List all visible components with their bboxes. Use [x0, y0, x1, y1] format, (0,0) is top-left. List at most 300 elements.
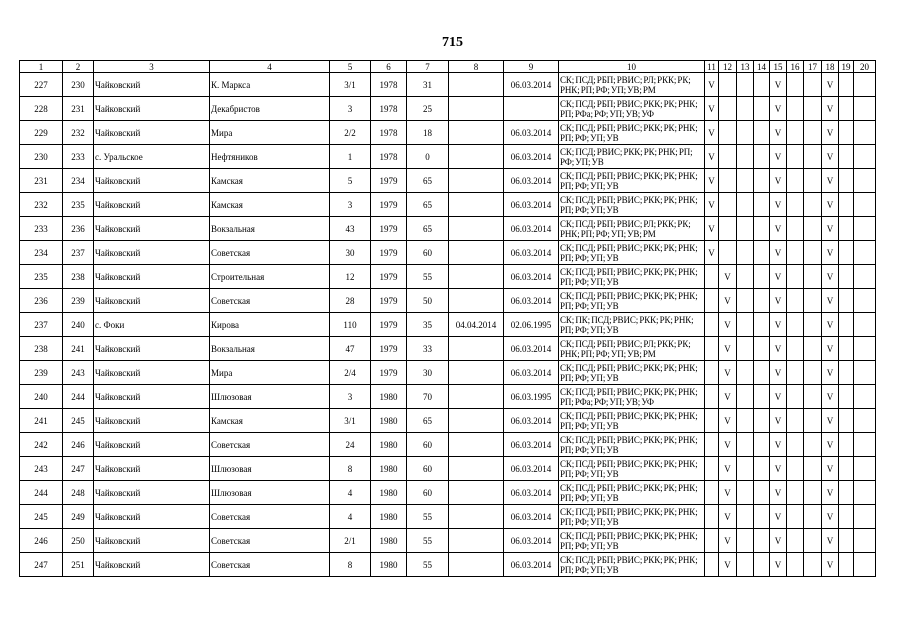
table-row	[20, 337, 876, 361]
year-cell: 1979	[371, 361, 407, 385]
mark-col12-cell	[719, 217, 737, 241]
row-index-cell: 239	[20, 361, 63, 385]
street-cell: Шлюзовая	[210, 457, 330, 481]
object-number-cell: 233	[63, 145, 94, 169]
empty-col16-cell	[787, 193, 804, 217]
date-col9-cell	[504, 97, 559, 121]
empty-col14-cell	[754, 385, 770, 409]
empty-col20-cell	[854, 433, 876, 457]
date-col9-cell: 06.03.2014	[504, 457, 559, 481]
year-cell: 1979	[371, 337, 407, 361]
column-header: 16	[787, 61, 804, 73]
mark-col18-cell: V	[822, 241, 839, 265]
object-number-cell: 247	[63, 457, 94, 481]
column-header: 2	[63, 61, 94, 73]
year-cell: 1980	[371, 553, 407, 577]
mark-col12-cell: V	[719, 361, 737, 385]
column-header: 13	[737, 61, 754, 73]
empty-col16-cell	[787, 313, 804, 337]
table-row	[20, 553, 876, 577]
work-types-cell: СК; ПСД; РБП; РВИС; РКК; РК; РНК; РП; РФ; УП; УВ	[559, 265, 705, 289]
settlement-cell: Чайковский	[94, 97, 210, 121]
date-col8-cell	[449, 409, 504, 433]
empty-col14-cell	[754, 193, 770, 217]
row-index-cell: 232	[20, 193, 63, 217]
mark-col15-cell: V	[770, 73, 787, 97]
column-header: 9	[504, 61, 559, 73]
mark-col11-cell	[705, 433, 719, 457]
date-col9-cell: 06.03.2014	[504, 553, 559, 577]
year-cell: 1979	[371, 289, 407, 313]
empty-col19-cell	[839, 337, 854, 361]
empty-col17-cell	[804, 97, 822, 121]
empty-col13-cell	[737, 73, 754, 97]
mark-col15-cell: V	[770, 505, 787, 529]
mark-col12-cell: V	[719, 409, 737, 433]
settlement-cell: с. Фоки	[94, 313, 210, 337]
mark-col15-cell: V	[770, 241, 787, 265]
empty-col17-cell	[804, 313, 822, 337]
mark-col12-cell	[719, 73, 737, 97]
table-row	[20, 193, 876, 217]
empty-col13-cell	[737, 385, 754, 409]
mark-col18-cell: V	[822, 505, 839, 529]
empty-col13-cell	[737, 97, 754, 121]
settlement-cell: Чайковский	[94, 193, 210, 217]
empty-col13-cell	[737, 433, 754, 457]
row-index-cell: 229	[20, 121, 63, 145]
empty-col16-cell	[787, 433, 804, 457]
empty-col19-cell	[839, 169, 854, 193]
empty-col17-cell	[804, 265, 822, 289]
empty-col13-cell	[737, 193, 754, 217]
row-index-cell: 246	[20, 529, 63, 553]
house-number-cell: 3	[330, 193, 371, 217]
empty-col19-cell	[839, 361, 854, 385]
empty-col14-cell	[754, 313, 770, 337]
empty-col17-cell	[804, 73, 822, 97]
mark-col18-cell: V	[822, 97, 839, 121]
year-cell: 1979	[371, 313, 407, 337]
mark-col11-cell	[705, 481, 719, 505]
empty-col17-cell	[804, 145, 822, 169]
wear-percent-cell: 35	[407, 313, 449, 337]
mark-col12-cell: V	[719, 457, 737, 481]
empty-col13-cell	[737, 241, 754, 265]
street-cell: Советская	[210, 553, 330, 577]
date-col8-cell	[449, 145, 504, 169]
work-types-cell: СК; ПСД; РБП; РВИС; РКК; РК; РНК; РП; РФа; РФ; УП; УВ; УФ	[559, 385, 705, 409]
empty-col19-cell	[839, 553, 854, 577]
mark-col11-cell	[705, 361, 719, 385]
mark-col11-cell: V	[705, 97, 719, 121]
empty-col14-cell	[754, 553, 770, 577]
mark-col12-cell: V	[719, 337, 737, 361]
settlement-cell: Чайковский	[94, 241, 210, 265]
work-types-cell: СК; ПСД; РБП; РВИС; РКК; РК; РНК; РП; РФ; УП; УВ	[559, 433, 705, 457]
empty-col17-cell	[804, 409, 822, 433]
year-cell: 1980	[371, 409, 407, 433]
settlement-cell: Чайковский	[94, 265, 210, 289]
date-col9-cell: 06.03.2014	[504, 529, 559, 553]
empty-col19-cell	[839, 433, 854, 457]
empty-col20-cell	[854, 505, 876, 529]
empty-col19-cell	[839, 481, 854, 505]
mark-col12-cell	[719, 169, 737, 193]
empty-col19-cell	[839, 121, 854, 145]
settlement-cell: Чайковский	[94, 361, 210, 385]
column-header: 8	[449, 61, 504, 73]
object-number-cell: 236	[63, 217, 94, 241]
empty-col14-cell	[754, 73, 770, 97]
row-index-cell: 241	[20, 409, 63, 433]
settlement-cell: Чайковский	[94, 289, 210, 313]
mark-col18-cell: V	[822, 361, 839, 385]
object-number-cell: 251	[63, 553, 94, 577]
mark-col18-cell: V	[822, 193, 839, 217]
year-cell: 1979	[371, 265, 407, 289]
column-number-row	[20, 61, 876, 73]
row-index-cell: 231	[20, 169, 63, 193]
mark-col18-cell: V	[822, 481, 839, 505]
work-types-cell: СК; ПСД; РБП; РВИС; РКК; РК; РНК; РП; РФ; УП; УВ	[559, 457, 705, 481]
house-number-cell: 110	[330, 313, 371, 337]
mark-col18-cell: V	[822, 313, 839, 337]
object-number-cell: 237	[63, 241, 94, 265]
empty-col20-cell	[854, 193, 876, 217]
table-row	[20, 385, 876, 409]
wear-percent-cell: 65	[407, 409, 449, 433]
empty-col17-cell	[804, 241, 822, 265]
date-col9-cell: 06.03.2014	[504, 169, 559, 193]
column-header: 17	[804, 61, 822, 73]
mark-col18-cell: V	[822, 337, 839, 361]
house-number-cell: 47	[330, 337, 371, 361]
empty-col17-cell	[804, 169, 822, 193]
mark-col11-cell: V	[705, 241, 719, 265]
year-cell: 1978	[371, 145, 407, 169]
settlement-cell: Чайковский	[94, 337, 210, 361]
table-row	[20, 169, 876, 193]
mark-col12-cell	[719, 193, 737, 217]
date-col8-cell	[449, 385, 504, 409]
empty-col16-cell	[787, 361, 804, 385]
empty-col14-cell	[754, 337, 770, 361]
empty-col20-cell	[854, 361, 876, 385]
date-col8-cell	[449, 265, 504, 289]
empty-col20-cell	[854, 337, 876, 361]
column-header: 14	[754, 61, 770, 73]
table-row	[20, 409, 876, 433]
mark-col15-cell: V	[770, 145, 787, 169]
house-number-cell: 2/2	[330, 121, 371, 145]
work-types-cell: СК; ПСД; РБП; РВИС; РКК; РК; РНК; РП; РФ; УП; УВ	[559, 553, 705, 577]
street-cell: Советская	[210, 289, 330, 313]
work-types-cell: СК; ПСД; РБП; РВИС; РКК; РК; РНК; РП; РФ; УП; УВ	[559, 529, 705, 553]
object-number-cell: 244	[63, 385, 94, 409]
house-number-cell: 8	[330, 553, 371, 577]
date-col8-cell	[449, 241, 504, 265]
empty-col19-cell	[839, 265, 854, 289]
empty-col16-cell	[787, 481, 804, 505]
empty-col20-cell	[854, 313, 876, 337]
mark-col15-cell: V	[770, 481, 787, 505]
object-number-cell: 234	[63, 169, 94, 193]
empty-col19-cell	[839, 145, 854, 169]
table-row	[20, 433, 876, 457]
table-row	[20, 145, 876, 169]
table-row	[20, 265, 876, 289]
year-cell: 1980	[371, 529, 407, 553]
wear-percent-cell: 0	[407, 145, 449, 169]
mark-col15-cell: V	[770, 385, 787, 409]
mark-col18-cell: V	[822, 169, 839, 193]
date-col8-cell	[449, 481, 504, 505]
house-number-cell: 8	[330, 457, 371, 481]
wear-percent-cell: 70	[407, 385, 449, 409]
wear-percent-cell: 31	[407, 73, 449, 97]
settlement-cell: Чайковский	[94, 169, 210, 193]
row-index-cell: 245	[20, 505, 63, 529]
mark-col15-cell: V	[770, 193, 787, 217]
year-cell: 1978	[371, 97, 407, 121]
table-row	[20, 505, 876, 529]
house-number-cell: 28	[330, 289, 371, 313]
empty-col19-cell	[839, 289, 854, 313]
row-index-cell: 247	[20, 553, 63, 577]
object-number-cell: 249	[63, 505, 94, 529]
wear-percent-cell: 55	[407, 529, 449, 553]
empty-col13-cell	[737, 409, 754, 433]
empty-col13-cell	[737, 289, 754, 313]
empty-col17-cell	[804, 121, 822, 145]
empty-col17-cell	[804, 217, 822, 241]
mark-col18-cell: V	[822, 553, 839, 577]
empty-col16-cell	[787, 97, 804, 121]
empty-col16-cell	[787, 265, 804, 289]
date-col8-cell	[449, 169, 504, 193]
settlement-cell: Чайковский	[94, 433, 210, 457]
house-number-cell: 2/4	[330, 361, 371, 385]
settlement-cell: Чайковский	[94, 385, 210, 409]
empty-col20-cell	[854, 289, 876, 313]
column-header: 11	[705, 61, 719, 73]
mark-col15-cell: V	[770, 217, 787, 241]
house-number-cell: 2/1	[330, 529, 371, 553]
mark-col12-cell	[719, 97, 737, 121]
work-types-cell: СК; ПСД; РБП; РВИС; РЛ; РКК; РК; РНК; РП; РФ; УП; УВ; РМ	[559, 73, 705, 97]
empty-col14-cell	[754, 409, 770, 433]
row-index-cell: 234	[20, 241, 63, 265]
mark-col18-cell: V	[822, 409, 839, 433]
wear-percent-cell: 60	[407, 241, 449, 265]
empty-col14-cell	[754, 289, 770, 313]
empty-col16-cell	[787, 73, 804, 97]
row-index-cell: 242	[20, 433, 63, 457]
wear-percent-cell: 25	[407, 97, 449, 121]
mark-col15-cell: V	[770, 529, 787, 553]
mark-col15-cell: V	[770, 409, 787, 433]
empty-col13-cell	[737, 313, 754, 337]
street-cell: Камская	[210, 409, 330, 433]
row-index-cell: 235	[20, 265, 63, 289]
empty-col19-cell	[839, 97, 854, 121]
table-row	[20, 457, 876, 481]
column-header: 19	[839, 61, 854, 73]
settlement-cell: Чайковский	[94, 457, 210, 481]
year-cell: 1979	[371, 193, 407, 217]
mark-col18-cell: V	[822, 73, 839, 97]
year-cell: 1980	[371, 481, 407, 505]
mark-col11-cell	[705, 529, 719, 553]
wear-percent-cell: 65	[407, 169, 449, 193]
empty-col19-cell	[839, 409, 854, 433]
empty-col14-cell	[754, 361, 770, 385]
table-row	[20, 361, 876, 385]
mark-col15-cell: V	[770, 337, 787, 361]
column-header: 5	[330, 61, 371, 73]
object-number-cell: 239	[63, 289, 94, 313]
street-cell: К. Маркса	[210, 73, 330, 97]
mark-col11-cell: V	[705, 217, 719, 241]
date-col8-cell	[449, 97, 504, 121]
work-types-cell: СК; ПСД; РБП; РВИС; РКК; РК; РНК; РП; РФ; УП; УВ	[559, 481, 705, 505]
date-col8-cell	[449, 337, 504, 361]
column-header: 15	[770, 61, 787, 73]
work-types-cell: СК; ПСД; РБП; РВИС; РКК; РК; РНК; РП; РФ; УП; УВ	[559, 241, 705, 265]
street-cell: Мира	[210, 361, 330, 385]
mark-col15-cell: V	[770, 433, 787, 457]
wear-percent-cell: 30	[407, 361, 449, 385]
column-header: 1	[20, 61, 63, 73]
wear-percent-cell: 65	[407, 217, 449, 241]
empty-col17-cell	[804, 433, 822, 457]
year-cell: 1980	[371, 385, 407, 409]
empty-col16-cell	[787, 457, 804, 481]
mark-col12-cell: V	[719, 529, 737, 553]
mark-col18-cell: V	[822, 433, 839, 457]
empty-col17-cell	[804, 193, 822, 217]
wear-percent-cell: 33	[407, 337, 449, 361]
empty-col14-cell	[754, 529, 770, 553]
date-col8-cell	[449, 289, 504, 313]
empty-col14-cell	[754, 169, 770, 193]
work-types-cell: СК; ПСД; РБП; РВИС; РКК; РК; РНК; РП; РФ; УП; УВ	[559, 193, 705, 217]
street-cell: Камская	[210, 193, 330, 217]
mark-col12-cell	[719, 241, 737, 265]
work-types-cell: СК; ПСД; РБП; РВИС; РКК; РК; РНК; РП; РФ; УП; УВ	[559, 505, 705, 529]
date-col8-cell	[449, 217, 504, 241]
mark-col11-cell	[705, 265, 719, 289]
wear-percent-cell: 55	[407, 553, 449, 577]
empty-col16-cell	[787, 409, 804, 433]
mark-col12-cell: V	[719, 313, 737, 337]
empty-col20-cell	[854, 553, 876, 577]
empty-col20-cell	[854, 529, 876, 553]
house-number-cell: 4	[330, 505, 371, 529]
date-col9-cell: 06.03.2014	[504, 193, 559, 217]
date-col9-cell: 06.03.2014	[504, 145, 559, 169]
mark-col12-cell: V	[719, 265, 737, 289]
date-col9-cell: 06.03.1995	[504, 385, 559, 409]
date-col9-cell: 06.03.2014	[504, 433, 559, 457]
empty-col20-cell	[854, 385, 876, 409]
house-number-cell: 30	[330, 241, 371, 265]
mark-col12-cell: V	[719, 553, 737, 577]
empty-col20-cell	[854, 241, 876, 265]
empty-col14-cell	[754, 121, 770, 145]
empty-col13-cell	[737, 529, 754, 553]
work-types-cell: СК; ПСД; РБП; РВИС; РКК; РК; РНК; РП; РФ; УП; УВ	[559, 289, 705, 313]
empty-col13-cell	[737, 553, 754, 577]
year-cell: 1978	[371, 73, 407, 97]
column-header: 12	[719, 61, 737, 73]
date-col9-cell: 06.03.2014	[504, 241, 559, 265]
year-cell: 1979	[371, 241, 407, 265]
date-col8-cell	[449, 73, 504, 97]
object-number-cell: 232	[63, 121, 94, 145]
empty-col16-cell	[787, 217, 804, 241]
mark-col15-cell: V	[770, 97, 787, 121]
date-col9-cell: 06.03.2014	[504, 121, 559, 145]
empty-col17-cell	[804, 505, 822, 529]
street-cell: Шлюзовая	[210, 481, 330, 505]
date-col8-cell	[449, 121, 504, 145]
row-index-cell: 236	[20, 289, 63, 313]
empty-col16-cell	[787, 337, 804, 361]
mark-col11-cell: V	[705, 145, 719, 169]
empty-col17-cell	[804, 457, 822, 481]
mark-col12-cell: V	[719, 289, 737, 313]
wear-percent-cell: 55	[407, 505, 449, 529]
object-number-cell: 245	[63, 409, 94, 433]
mark-col15-cell: V	[770, 553, 787, 577]
empty-col20-cell	[854, 217, 876, 241]
settlement-cell: Чайковский	[94, 73, 210, 97]
row-index-cell: 238	[20, 337, 63, 361]
house-number-cell: 4	[330, 481, 371, 505]
empty-col14-cell	[754, 241, 770, 265]
mark-col15-cell: V	[770, 361, 787, 385]
empty-col20-cell	[854, 121, 876, 145]
empty-col19-cell	[839, 505, 854, 529]
mark-col15-cell: V	[770, 289, 787, 313]
row-index-cell: 237	[20, 313, 63, 337]
empty-col13-cell	[737, 481, 754, 505]
empty-col17-cell	[804, 361, 822, 385]
empty-col17-cell	[804, 289, 822, 313]
table-row	[20, 481, 876, 505]
settlement-cell: Чайковский	[94, 217, 210, 241]
mark-col11-cell	[705, 313, 719, 337]
mark-col18-cell: V	[822, 145, 839, 169]
house-number-cell: 3/1	[330, 409, 371, 433]
empty-col14-cell	[754, 481, 770, 505]
mark-col18-cell: V	[822, 529, 839, 553]
empty-col13-cell	[737, 169, 754, 193]
work-types-cell: СК; ПК; ПСД; РВИС; РКК; РК; РНК; РП; РФ; УП; УВ	[559, 313, 705, 337]
empty-col16-cell	[787, 385, 804, 409]
empty-col14-cell	[754, 505, 770, 529]
house-number-cell: 5	[330, 169, 371, 193]
year-cell: 1978	[371, 121, 407, 145]
empty-col20-cell	[854, 169, 876, 193]
empty-col14-cell	[754, 433, 770, 457]
street-cell: Мира	[210, 121, 330, 145]
settlement-cell: Чайковский	[94, 529, 210, 553]
house-number-cell: 3	[330, 97, 371, 121]
empty-col19-cell	[839, 457, 854, 481]
